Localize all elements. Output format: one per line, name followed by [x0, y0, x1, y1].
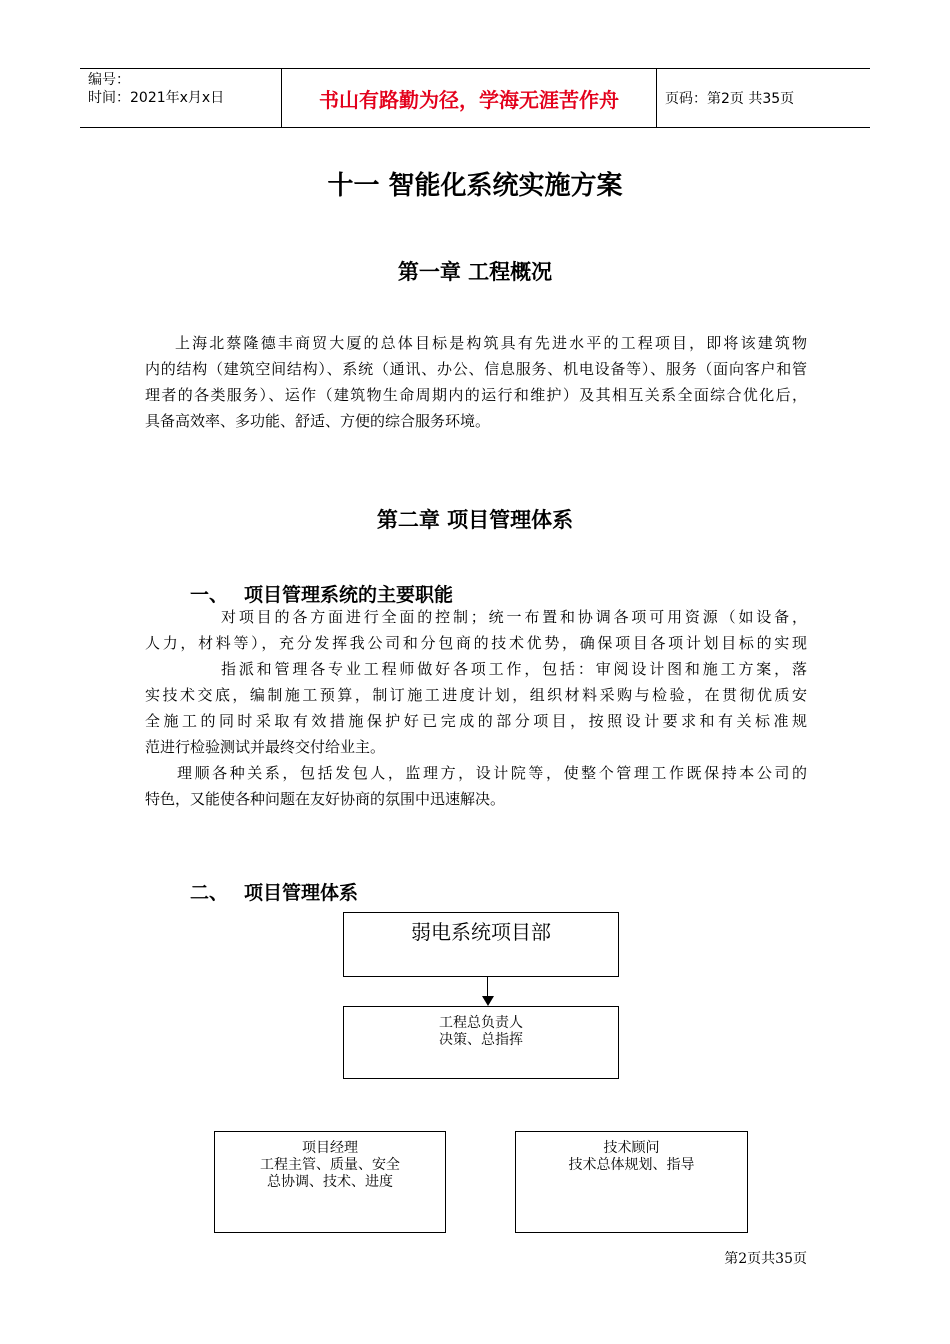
paragraph-line: 全施工的同时采取有效措施保护好已完成的部分项目，按照设计要求和有关标准规 — [145, 712, 807, 730]
org-lead-box — [343, 1006, 619, 1079]
section1-number: 一、 — [190, 584, 229, 606]
section1-title: 项目管理系统的主要职能 — [244, 584, 454, 606]
org-pm-title: 项目经理 — [302, 1140, 358, 1156]
org-lead-title: 工程总负责人 — [439, 1015, 523, 1031]
paragraph-line: 特色，又能使各种问题在友好协商的氛围中迅速解决。 — [145, 790, 506, 808]
header-meta — [80, 69, 281, 127]
section2-heading — [190, 878, 358, 905]
paragraph-line: 实技术交底，编制施工预算，制订施工进度计划，组织材料采购与检验，在贯彻优质安 — [145, 686, 807, 704]
doc-title: 十一 智能化系统实施方案 — [327, 171, 623, 201]
paragraph-line: 对项目的各方面进行全面的控制；统一布置和协调各项可用资源（如设备， — [221, 608, 807, 626]
chapter1-heading: 第一章 工程概况 — [397, 260, 553, 284]
paragraph-line: 内的结构（建筑空间结构）、系统（通讯、办公、信息服务、机电设备等）、服务（面向客户和管 — [145, 360, 807, 378]
org-tech-box — [515, 1131, 748, 1233]
org-dept-box — [343, 912, 619, 977]
section2-number: 二、 — [190, 882, 229, 904]
header-motto: 书山有路勤为径，学海无涯苦作舟 — [281, 69, 657, 127]
org-lead-duty: 决策、总指挥 — [439, 1032, 523, 1048]
header-page-label: 页码：第2页 共35页 — [665, 91, 795, 107]
chapter2-heading: 第二章 项目管理体系 — [376, 508, 574, 532]
doc-number-label: 编号： — [88, 72, 130, 88]
org-dept-label: 弱电系统项目部 — [411, 920, 551, 944]
paragraph-line: 理者的各类服务）、运作（建筑物生命周期内的运行和维护）及其相互关系全面综合优化后， — [145, 386, 807, 404]
page-header — [80, 68, 870, 128]
arrow-down-icon — [482, 996, 494, 1006]
chapter1-paragraph — [145, 330, 807, 434]
section2-title: 项目管理体系 — [244, 882, 359, 904]
section1-body — [145, 604, 807, 812]
paragraph-line: 上海北蔡隆德丰商贸大厦的总体目标是构筑具有先进水平的工程项目，即将该建筑物 — [175, 334, 807, 352]
org-tech-duty: 技术总体规划、指导 — [568, 1157, 695, 1173]
paragraph-line: 理顺各种关系，包括发包人，监理方，设计院等，使整个管理工作既保持本公司的 — [177, 764, 807, 782]
paragraph-line: 指派和管理各专业工程师做好各项工作，包括：审阅设计图和施工方案，落 — [221, 660, 807, 678]
org-pm-duty: 工程主管、质量、安全 — [260, 1157, 400, 1173]
doc-time-label: 时间：2021年x月x日 — [88, 90, 225, 106]
org-pm-duty: 总协调、技术、进度 — [267, 1174, 393, 1190]
paragraph-line: 具备高效率、多功能、舒适、方便的综合服务环境。 — [145, 412, 491, 430]
org-pm-box — [214, 1131, 446, 1233]
org-tech-title: 技术顾问 — [603, 1140, 660, 1156]
org-connector-line — [487, 977, 488, 997]
section1-heading — [190, 580, 453, 607]
paragraph-line: 范进行检验测试并最终交付给业主。 — [145, 738, 386, 756]
page-footer: 第2页共35页 — [724, 1251, 807, 1267]
paragraph-line: 人力，材料等），充分发挥我公司和分包商的技术优势，确保项目各项计划目标的实现 — [145, 634, 807, 652]
